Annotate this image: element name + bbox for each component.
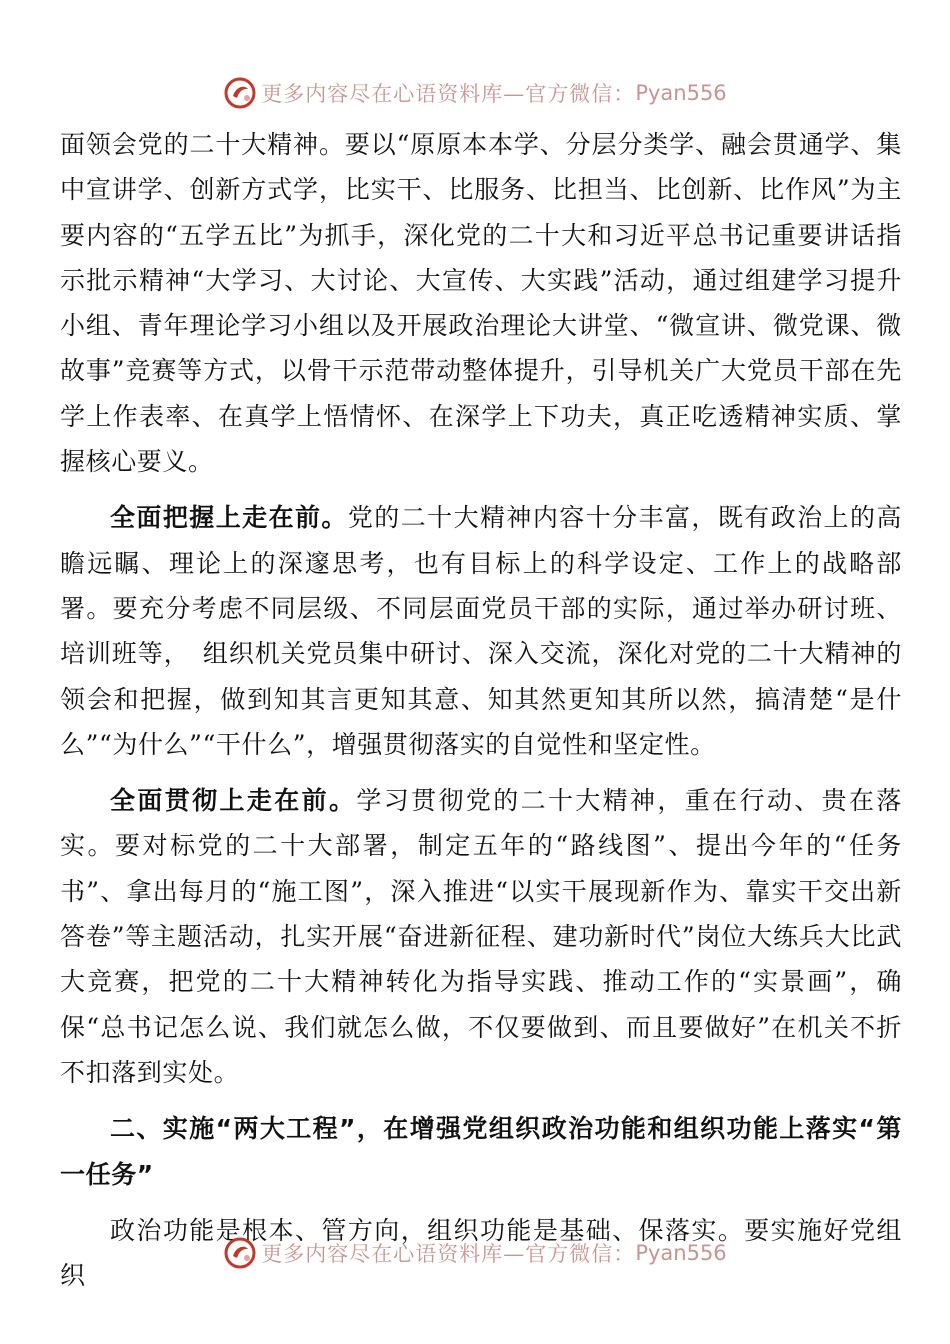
paragraph-2-lead: 全面把握上走在前。 <box>110 503 348 533</box>
section-heading: 二、实施“两大工程”，在增强党组织政治功能和组织功能上落实“第一任务” <box>60 1114 902 1189</box>
paragraph-1: 面领会党的二十大精神。要以“原原本本学、分层分类学、融会贯通学、集中宣讲学、创新方式学，比实干、比服务、比担当、比创新、比作风”为主要内容的“五学五比”为抓手，深化党的二十大和习近平总书记重要讲话指示批示精神“大学习、大讨论、大宣传、大实践”活动，通过组建学习提升小组、青年理论学习小组以及开展政治理论大讲堂、“微宣讲、微党课、微故事”竞赛等方式，以骨干示范带动整体提升，引导机关广大党员干部在先 学上作表率、在真学上悟情怀、在深学上下功夫，真正吃透精神实质、掌握核心要义。 <box>60 130 928 477</box>
watermark-account: Pyan556 <box>635 1241 727 1265</box>
paragraph-4: 政治功能是根本、管方向，组织功能是基础、保落实。要实施好党组织 <box>60 1215 902 1291</box>
document-body <box>60 122 928 1298</box>
footer-watermark <box>0 1230 950 1276</box>
header-watermark <box>0 70 950 116</box>
brand-logo-icon <box>223 76 257 110</box>
brand-logo-icon <box>223 1236 257 1270</box>
paragraph-3 <box>60 778 902 1095</box>
watermark-text: 更多内容尽在心语资料库—官方微信： <box>261 1242 636 1266</box>
watermark-account: Pyan556 <box>635 81 727 105</box>
watermark-text: 更多内容尽在心语资料库—官方微信： <box>261 82 636 106</box>
paragraph-2-text: 党的二十大精神内容十分丰富，既有政治上的高瞻远瞩、理论上的深邃思考，也有目标上的科学设定、工作上的战略部署。要充分考虑不同层级、不同层面党员干部的实际，通过举办研讨班、培训班等， 组织机关党员集中研讨、深入交流，深化对党的二十大精神的领会和把握，做到知其言更知其意、知其然更知其所以然，搞清楚“是什么”“为什么”“干什么”，增强贯彻落实的自觉性和坚定性。 <box>60 503 903 759</box>
paragraph-2 <box>60 495 902 767</box>
paragraph-3-text: 学习贯彻党的二十大精神，重在行动、贵在落实。要对标党的二十大部署，制定五年的“路线图”、提出今年的“任务书”、拿出每月的“施工图”，深入推进“以实干展现新作为、靠实干交出新答卷”等主题活动，扎实开展“奋进新征程、建功新时代”岗位大练兵大比武大竞赛，把党的二十大精神转化为指导实践、推动工作的“实景画”，确保“总书记怎么说、我们就怎么做，不仅要做到、而且要做好”在机关不折不扣落到实处。 <box>60 786 902 1087</box>
paragraph-3-lead: 全面贯彻上走在前。 <box>110 786 357 816</box>
